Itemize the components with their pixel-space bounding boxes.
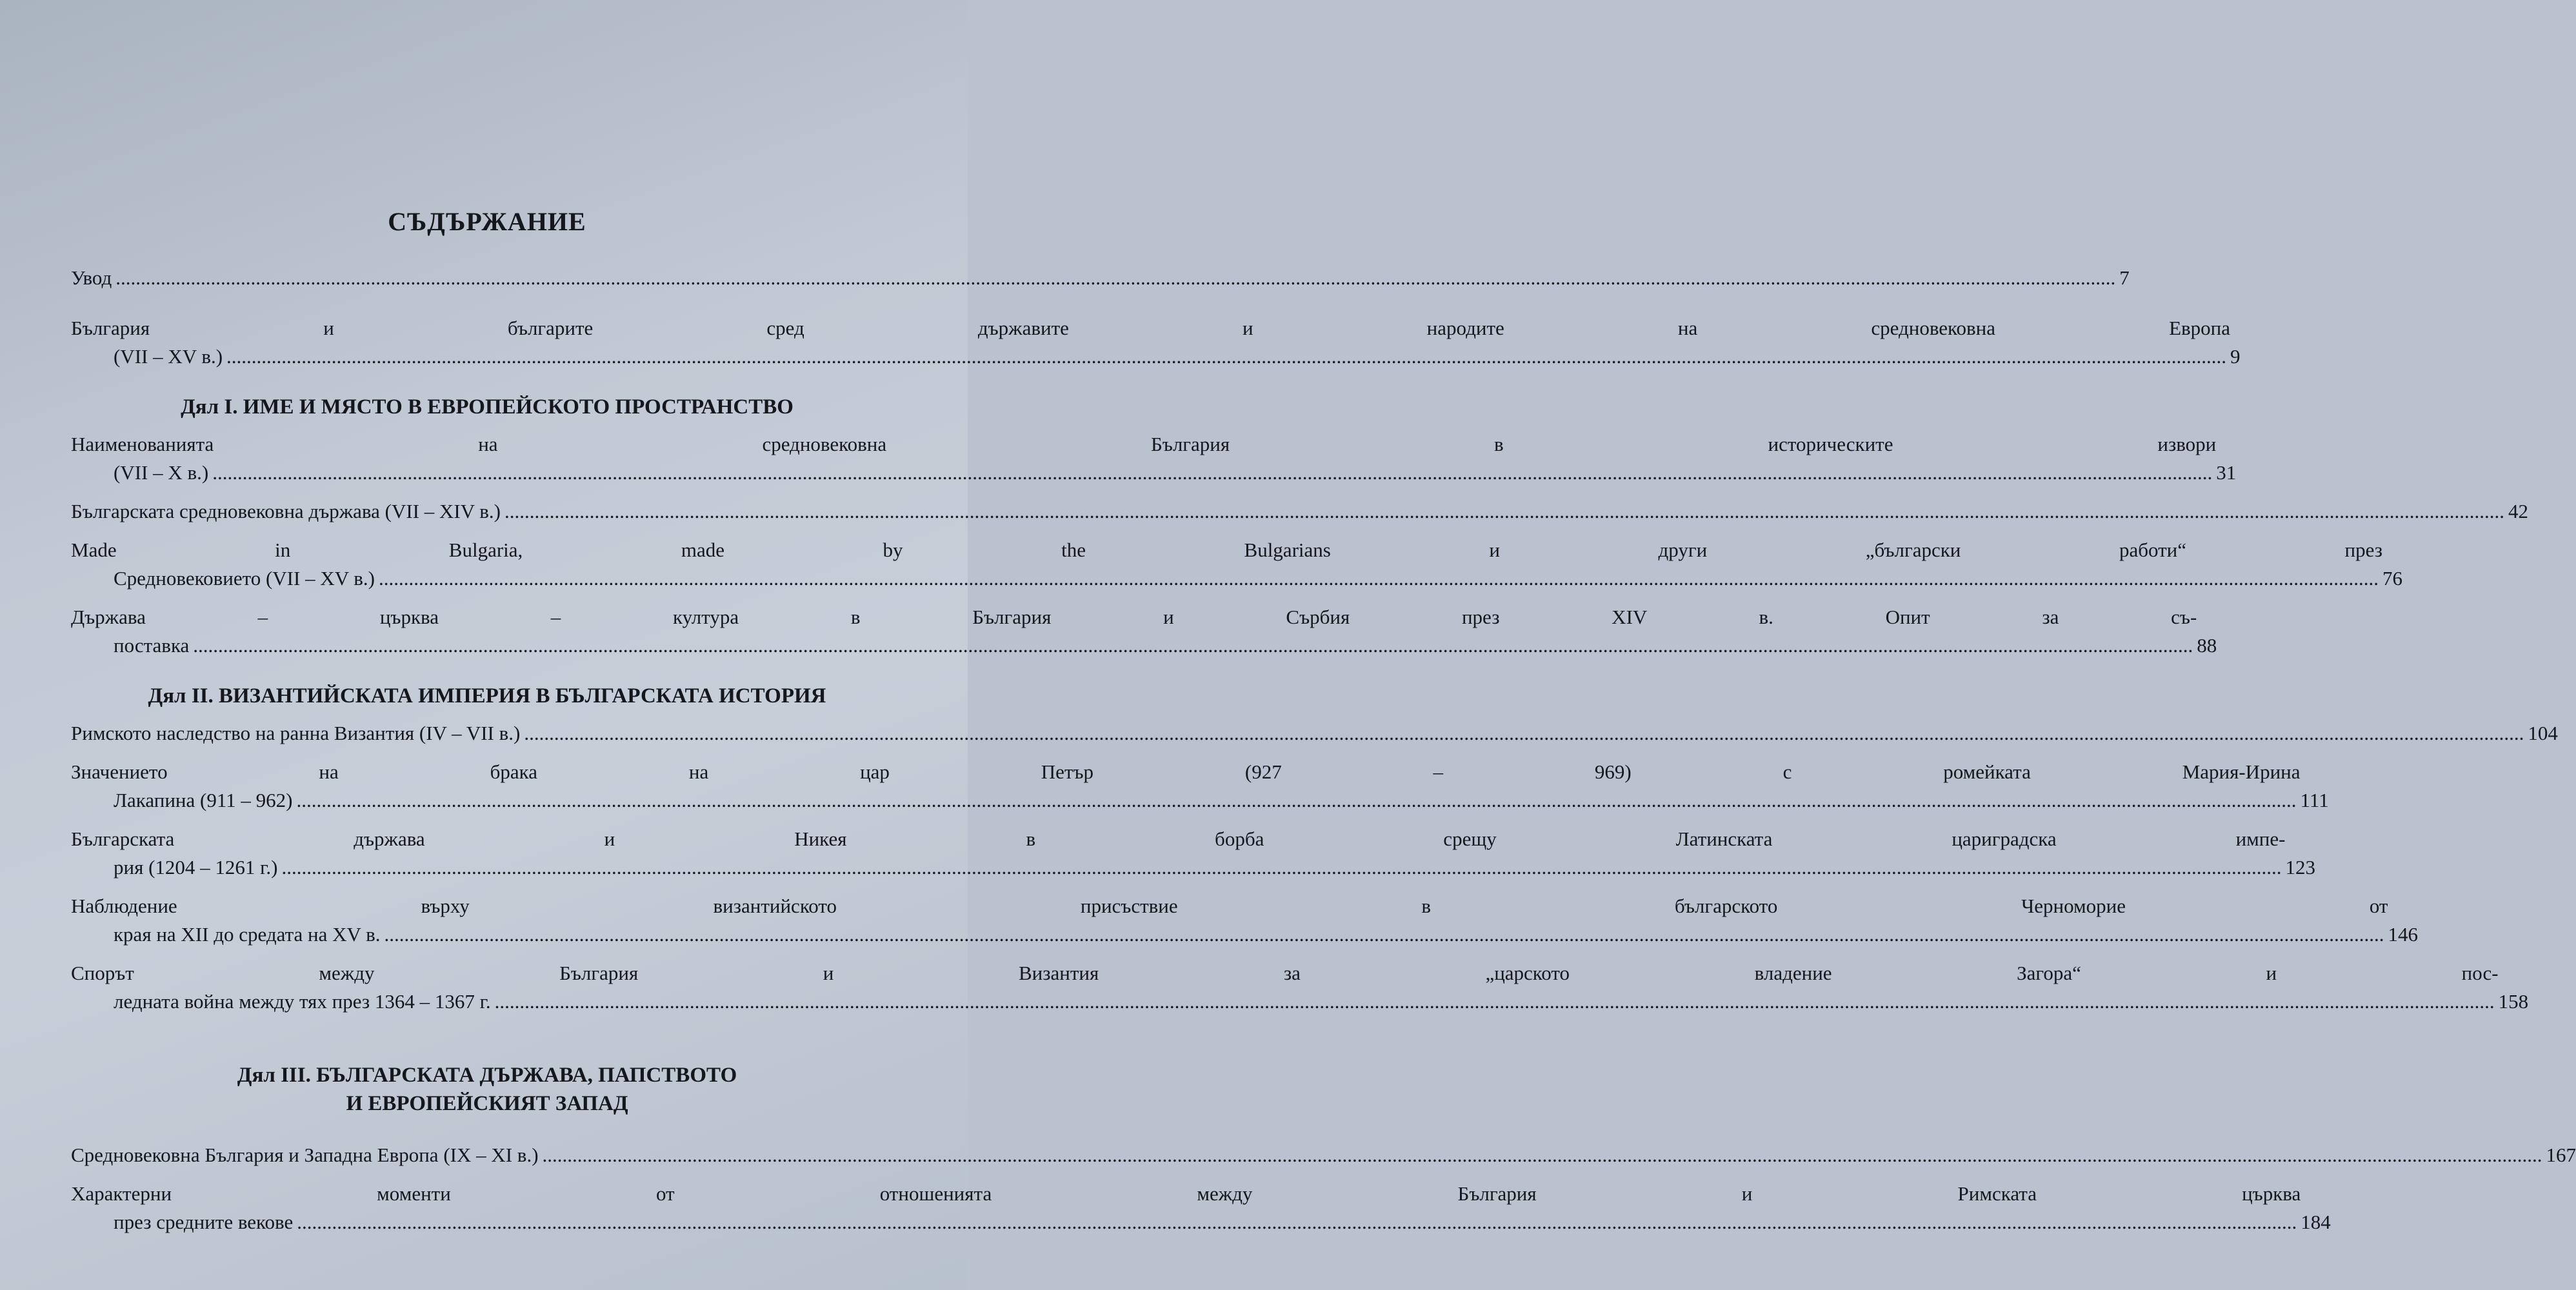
toc-entry-line: ледната война между тях през 1364 – 1367 г. [114,990,491,1013]
dot-leader: ................................................................................................................................................................................................................................................................................................................................................................................................................ [297,1211,2297,1233]
section-heading-line: Дял III. БЪЛГАРСКАТА ДЪРЖАВА, ПАПСТВОТО [237,1064,737,1087]
toc-sections [71,393,2576,1236]
toc-entry-title [71,719,2528,748]
toc-entry[interactable] [71,603,2217,660]
toc-page-number: 7 [2119,266,2130,289]
toc-page-number: 184 [2301,1211,2331,1233]
toc-entry-line: поставка [114,634,190,657]
toc-entry-line: Държава – църква – култура в България и Сърбия през XIV в. Опит за съ- [71,606,2197,628]
toc-entry-line: Спорът между България и Византия за „царското владение Загора“ и пос- [71,962,2499,984]
toc-page-number: 111 [2300,789,2329,811]
show-through-text: ⁠ ⁠ ⁠ ⁠ ⁠ ⁠ ⁠ ⁠ ⁠ ⁠ ⁠ ⁠ ⁠ ⁠ ⁠ ⁠ ⁠ [129,19,206,41]
toc-entry[interactable] [71,497,2529,526]
toc-page-number: 158 [2498,990,2529,1013]
toc-entry-line: Наблюдение върху византийското присъствие в българското Черноморие от [71,895,2388,917]
dot-leader: ................................................................................................................................................................................................................................................................................................................................................................................................................ [212,461,2213,484]
dot-leader: ................................................................................................................................................................................................................................................................................................................................................................................................................ [193,634,2193,657]
toc-entry-line: Средновековна България и Западна Европа (IX – XI в.) [71,1144,539,1166]
toc-page-number: 76 [2382,567,2402,590]
toc-entry-title [71,1180,2301,1236]
toc-entry[interactable] [71,536,2402,593]
toc-entry-title [71,497,2508,526]
section-heading [71,1061,903,1118]
toc-entry-title [71,959,2499,1016]
toc-page-number: 42 [2508,500,2529,522]
toc-entry[interactable] [71,1180,2331,1236]
toc-entry-title [71,314,2230,371]
toc-page-number: 146 [2388,923,2418,946]
toc-entry-title [71,1141,2546,1169]
toc-page-number: 9 [2230,345,2241,368]
toc-entry-line: Лакапина (911 – 962) [114,789,293,811]
toc-entry-line: (VII – X в.) [114,461,209,484]
toc-entry-line: Българската средновековна държава (VII – XIV в.) [71,500,501,522]
toc-page-number: 31 [2216,461,2237,484]
toc-entry[interactable] [71,1141,2576,1169]
section-heading-line: Дял II. ВИЗАНТИЙСКАТА ИМПЕРИЯ В БЪЛГАРСКАТА ИСТОРИЯ [148,684,826,708]
toc-entry[interactable] [71,430,2237,487]
toc-entry-line: края на XII до средата на XV в. [114,923,381,946]
toc-front-matter [71,264,2241,371]
toc-entry-title [71,264,2119,292]
toc-entry-title [71,603,2197,660]
toc-page-number: 167 [2546,1144,2576,1166]
toc-entry-line: Наименованията на средновековна България в историческите извори [71,433,2217,455]
section-heading-line: И ЕВРОПЕЙСКИЯТ ЗАПАД [346,1092,628,1115]
toc-entry-line: Увод [71,266,112,289]
toc-page-number: 88 [2197,634,2217,657]
section-heading [71,682,903,710]
toc-entry-line: Средновековието (VII – XV в.) [114,567,375,590]
section-heading-line: Дял I. ИМЕ И МЯСТО В ЕВРОПЕЙСКОТО ПРОСТРАНСТВО [181,395,794,419]
toc-entry-line: Римското наследство на ранна Византия (IV – VII в.) [71,722,521,744]
toc-entry[interactable] [71,719,2558,748]
toc-page-number: 104 [2528,722,2558,744]
toc-entry-line: Значението на брака на цар Петър (927 – 969) с ромейката Мария-Ирина [71,760,2301,783]
dot-leader: ................................................................................................................................................................................................................................................................................................................................................................................................................ [542,1144,2542,1166]
toc-entry[interactable] [71,264,2130,292]
dot-leader: ................................................................................................................................................................................................................................................................................................................................................................................................................ [384,923,2384,946]
toc-title: СЪДЪРЖАНИЕ [388,207,586,236]
toc-entry[interactable] [71,825,2315,882]
toc-entry-line: рия (1204 – 1261 г.) [114,856,278,878]
toc-entry-title [71,825,2285,882]
table-of-contents [71,206,2576,1247]
toc-entry[interactable] [71,892,2418,949]
toc-entry[interactable] [71,758,2329,815]
dot-leader: ................................................................................................................................................................................................................................................................................................................................................................................................................ [296,789,2297,811]
dot-leader: ................................................................................................................................................................................................................................................................................................................................................................................................................ [281,856,2282,878]
toc-entry-title [71,892,2388,949]
toc-entry[interactable] [71,314,2241,371]
toc-entry-line: Made in Bulgaria, made by the Bulgarians и други „български работи“ през [71,539,2382,561]
dot-leader: ................................................................................................................................................................................................................................................................................................................................................................................................................ [494,990,2495,1013]
dot-leader: ................................................................................................................................................................................................................................................................................................................................................................................................................ [504,500,2505,522]
toc-entry-line: (VII – XV в.) [114,345,223,368]
toc-entry-title [71,430,2216,487]
toc-entry-line: през средните векове [114,1211,294,1233]
toc-entry-line: България и българите сред държавите и народите на средновековна Европа [71,317,2231,339]
toc-entry-title [71,536,2382,593]
toc-page-number: 123 [2285,856,2315,878]
dot-leader: ................................................................................................................................................................................................................................................................................................................................................................................................................ [379,567,2379,590]
dot-leader: ................................................................................................................................................................................................................................................................................................................................................................................................................ [115,266,2116,289]
toc-entry-line: Характерни моменти от отношенията между България и Римската църква [71,1182,2301,1205]
section-heading [71,393,903,421]
toc-entry[interactable] [71,959,2529,1016]
dot-leader: ................................................................................................................................................................................................................................................................................................................................................................................................................ [524,722,2524,744]
dot-leader: ................................................................................................................................................................................................................................................................................................................................................................................................................ [226,345,2227,368]
toc-entry-title [71,758,2301,815]
toc-entry-line: Българската държава и Никея в борба срещу Латинската цариградска импе- [71,828,2286,850]
